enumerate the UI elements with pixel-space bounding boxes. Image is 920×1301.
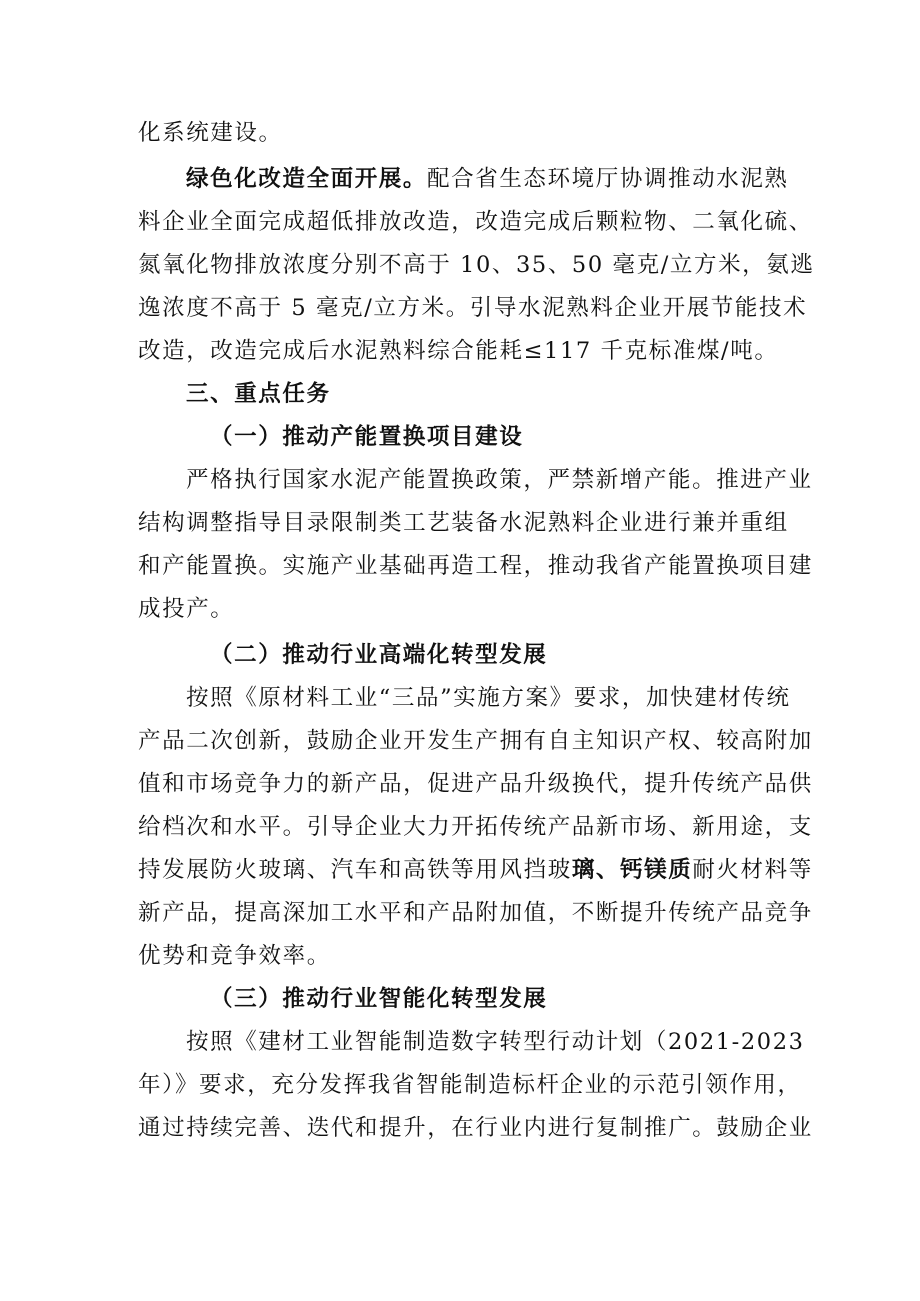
paragraph-line: [138, 769, 813, 799]
text-run: 成投产。: [138, 596, 235, 622]
text-run: 新产品，提高深加工水平和产品附加值，不断提升传统产品竞争: [138, 900, 813, 926]
paragraph-line: [138, 293, 808, 323]
text-run: 优势和竞争效率。: [138, 943, 331, 969]
text-run: 结构调整指导目录限制类工艺装备水泥熟料企业进行兼并重组: [138, 510, 789, 536]
paragraph-line: [138, 594, 788, 624]
text-run: 配合省生态环境厅协调推动水泥熟: [427, 166, 789, 192]
subsection-heading: [210, 422, 860, 452]
text-run: 严格执行国家水泥产能置换政策，严禁新增产能。推进产业: [186, 467, 813, 493]
section-heading: [186, 379, 836, 409]
text-run: 改造，改造完成后水泥熟料综合能耗≤117 千克标准煤/吨。: [138, 338, 779, 364]
text-run: 通过持续完善、迭代和提升，在行业内进行复制推广。鼓励企业: [138, 1115, 813, 1141]
text-run: 和产能置换。实施产业基础再造工程，推动我省产能置换项目建: [138, 553, 813, 579]
paragraph-line: [138, 508, 788, 538]
heading-text: （一）推动产能置换项目建设: [210, 424, 524, 450]
text-run: 逸浓度不高于 5 毫克/立方米。引导水泥熟料企业开展节能技术: [138, 295, 808, 321]
paragraph-line: [138, 726, 813, 756]
text-run: 年）》要求，充分发挥我省智能制造标杆企业的示范引领作用，: [138, 1072, 802, 1098]
text-run: 产品二次创新，鼓励企业开发生产拥有自主知识产权、较高附加: [138, 728, 813, 754]
subsection-heading: [210, 640, 860, 670]
text-run: 持发展防火玻璃、汽车和高铁等用风挡玻: [138, 857, 572, 883]
text-run: 料企业全面完成超低排放改造，改造完成后颗粒物、二氧化硫、: [138, 209, 813, 235]
subsection-heading: [210, 984, 860, 1014]
paragraph-line: [138, 1113, 813, 1143]
text-run: 值和市场竞争力的新产品，促进产品升级换代，提升传统产品供: [138, 771, 813, 797]
bold-run: 璃、钙镁质: [571, 857, 693, 883]
paragraph-line: [138, 941, 788, 971]
heading-text: （三）推动行业智能化转型发展: [210, 986, 548, 1012]
paragraph-line: [138, 1070, 802, 1100]
paragraph-line: [186, 465, 813, 495]
paragraph-line: [138, 118, 788, 148]
text-run: 化系统建设。: [138, 120, 283, 146]
paragraph-line: [138, 207, 813, 237]
paragraph-line: [138, 336, 788, 366]
paragraph-line: [138, 250, 815, 280]
text-run: 氮氧化物排放浓度分别不高于 10、35、50 毫克/立方米，氨逃: [138, 252, 815, 278]
paragraph-line: [186, 683, 791, 713]
paragraph-line: [138, 855, 813, 885]
paragraph-line: [138, 898, 813, 928]
paragraph-line: [138, 812, 813, 842]
paragraph-line: [186, 1027, 805, 1057]
bold-lead: 绿色化改造全面开展。: [186, 166, 428, 192]
text-run: 按照《建材工业智能制造数字转型行动计划（2021-2023: [186, 1029, 805, 1055]
heading-text: （二）推动行业高端化转型发展: [210, 642, 548, 668]
paragraph-line: [186, 164, 788, 194]
text-run: 耐火材料等: [692, 857, 813, 883]
text-run: 按照《原材料工业“三品”实施方案》要求，加快建材传统: [186, 685, 791, 711]
paragraph-line: [138, 551, 813, 581]
text-run: 给档次和水平。引导企业大力开拓传统产品新市场、新用途，支: [138, 814, 813, 840]
heading-text: 三、重点任务: [186, 381, 331, 407]
